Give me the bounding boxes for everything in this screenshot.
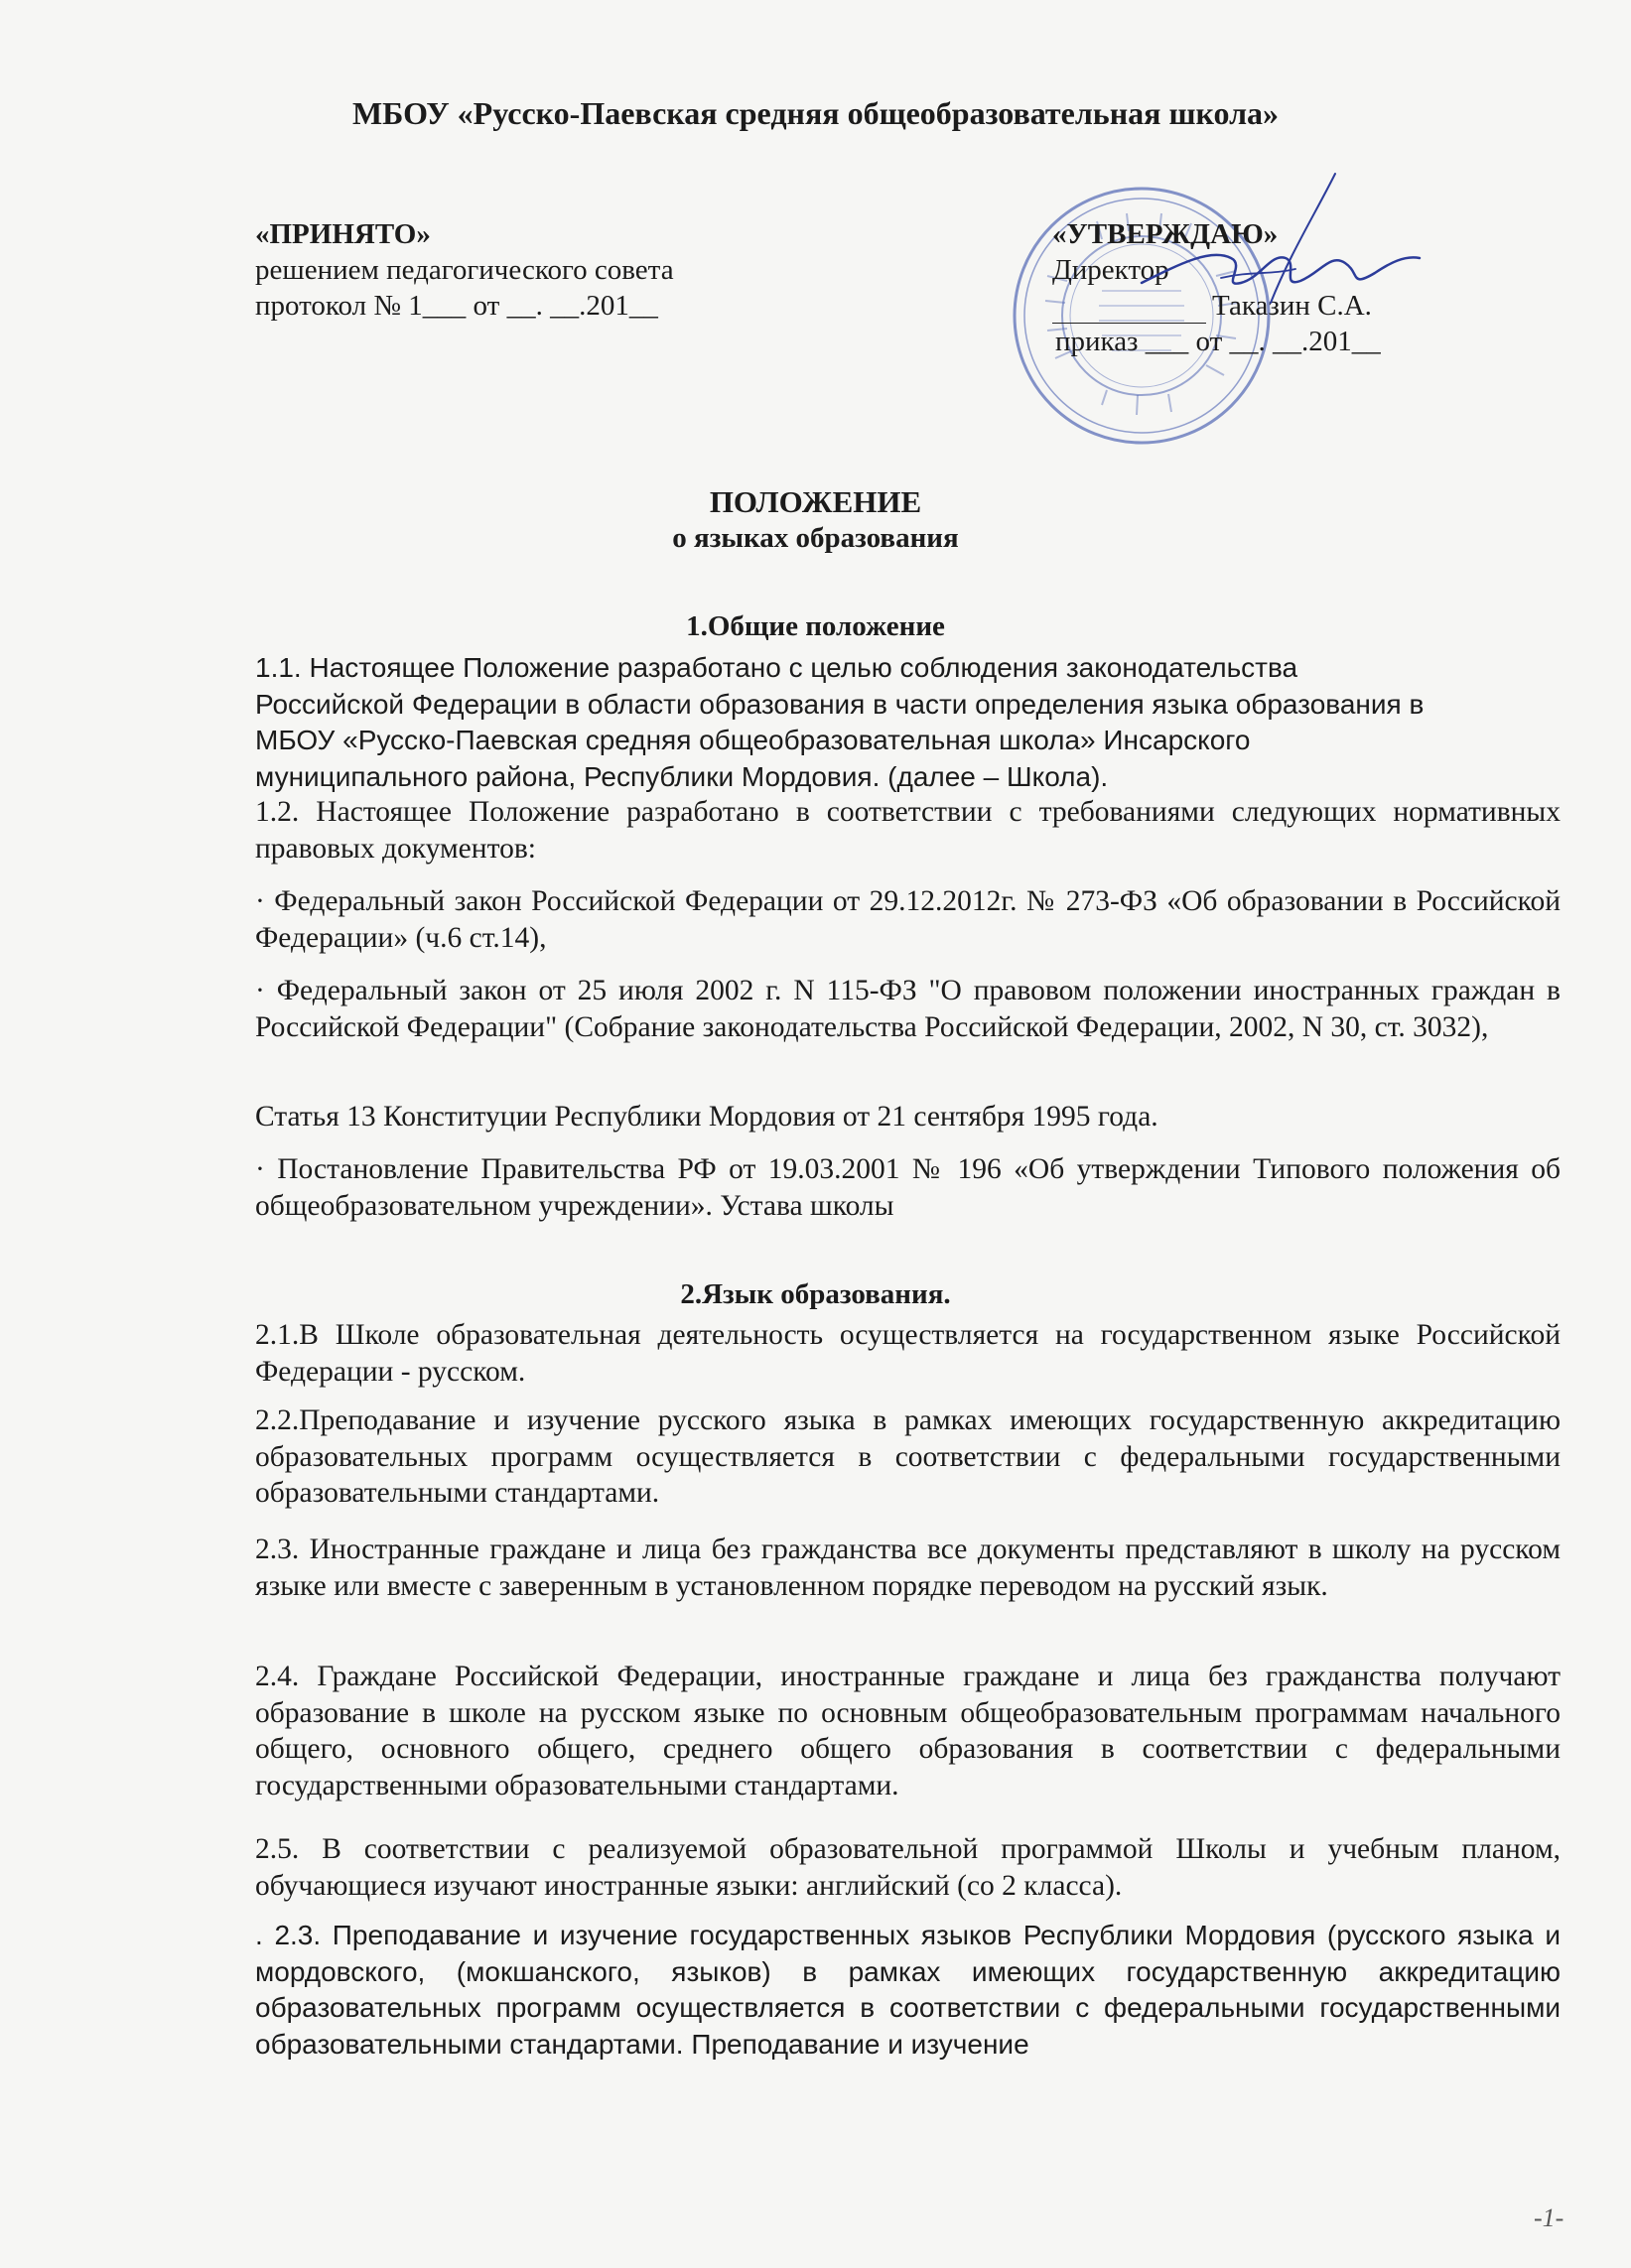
list-item-2: · Федеральный закон от 25 июля 2002 г. N 115-ФЗ "О правовом положении иностранных граждан в Российской Федерации" (Собрание законодательства Российской Федерации, 2002, N 30, ст. 3032), — [255, 975, 1561, 1043]
section-1-heading: 1.Общие положение — [686, 610, 945, 642]
accepted-line-1: решением педагогического совета — [255, 254, 674, 286]
document-title — [0, 484, 1631, 556]
page-number: -1- — [1534, 2203, 1564, 2232]
paragraph-1-2: 1.2. Настоящее Положение разработано в соответствии с требованиями следующих нормативных правовых документов: — [255, 796, 1561, 865]
paragraph-2-4: 2.4. Граждане Российской Федерации, иностранные граждане и лица без гражданства получают образование в школе на русском языке по основным общеобразовательным программам начального общего, основного общего, среднего общего образования в соответствии с федеральными государственными образовательными стандартами. — [255, 1661, 1561, 1801]
paragraph-2-3: 2.3. Иностранные граждане и лица без гражданства все документы представляют в школу на русском языке или вместе с заверенным в установленном порядке переводом на русский язык. — [255, 1534, 1561, 1602]
title-main: ПОЛОЖЕНИЕ — [709, 484, 922, 519]
approved-order: приказ ___ от __. __.201__ — [1055, 326, 1381, 357]
list-item-3: Статья 13 Конституции Республики Мордовия от 21 сентября 1995 года. — [255, 1101, 1158, 1133]
school-name: МБОУ «Русско-Паевская средняя общеобразовательная школа» — [351, 95, 1280, 131]
approved-position: Директор — [1052, 254, 1169, 286]
paragraph-2-2: 2.2.Преподавание и изучение русского языка в рамках имеющих государственную аккредитацию образовательных программ осуществляется в соответствии с федеральными государственными образовательными стандартами. — [255, 1404, 1561, 1509]
director-signature — [1122, 164, 1439, 342]
list-item-1: · Федеральный закон Российской Федерации от 29.12.2012г. № 273-ФЗ «Об образовании в Российской Федерации» (ч.6 ст.14), — [255, 885, 1561, 954]
approved-heading: «УТВЕРЖДАЮ» — [1052, 218, 1279, 250]
accepted-block — [255, 216, 674, 324]
director-name: Таказин С.А. — [1212, 290, 1372, 322]
accepted-line-2: протокол № 1___ от __. __.201__ — [255, 290, 658, 322]
paragraph-1-1: 1.1. Настоящее Положение разработано с целью соблюдения законодательства Российской Федерации в области образования в части определения языка образования в МБОУ «Русско-Паевская средняя общеобразовательная школа» Инсарского муниципального района, Республики Мордовия. (далее – Школа). — [255, 652, 1425, 792]
paragraph-2-1: 2.1.В Школе образовательная деятельность осуществляется на государственном языке Российской Федерации - русском. — [255, 1319, 1561, 1388]
list-item-4: · Постановление Правительства РФ от 19.03.2001 № 196 «Об утверждении Типового положения об общеобразовательном учреждении». Устава школы — [255, 1153, 1561, 1222]
paragraph-2-5: 2.5. В соответствии с реализуемой образовательной программой Школы и учебным планом, обучающиеся изучают иностранные языки: английский (со 2 класса). — [255, 1833, 1561, 1902]
paragraph-2-3b: . 2.3. Преподавание и изучение государственных языков Республики Мордовия (русского языка и мордовского, (мокшанского, языков) в рамках имеющих государственную аккредитацию образовательных программ осуществляется в соответствии с федеральными государственными образовательными стандартами. Преподавание и изучение — [255, 1920, 1561, 2060]
title-sub: о языках образования — [672, 522, 959, 554]
section-2-heading: 2.Язык образования. — [680, 1278, 951, 1310]
accepted-heading: «ПРИНЯТО» — [255, 218, 431, 250]
